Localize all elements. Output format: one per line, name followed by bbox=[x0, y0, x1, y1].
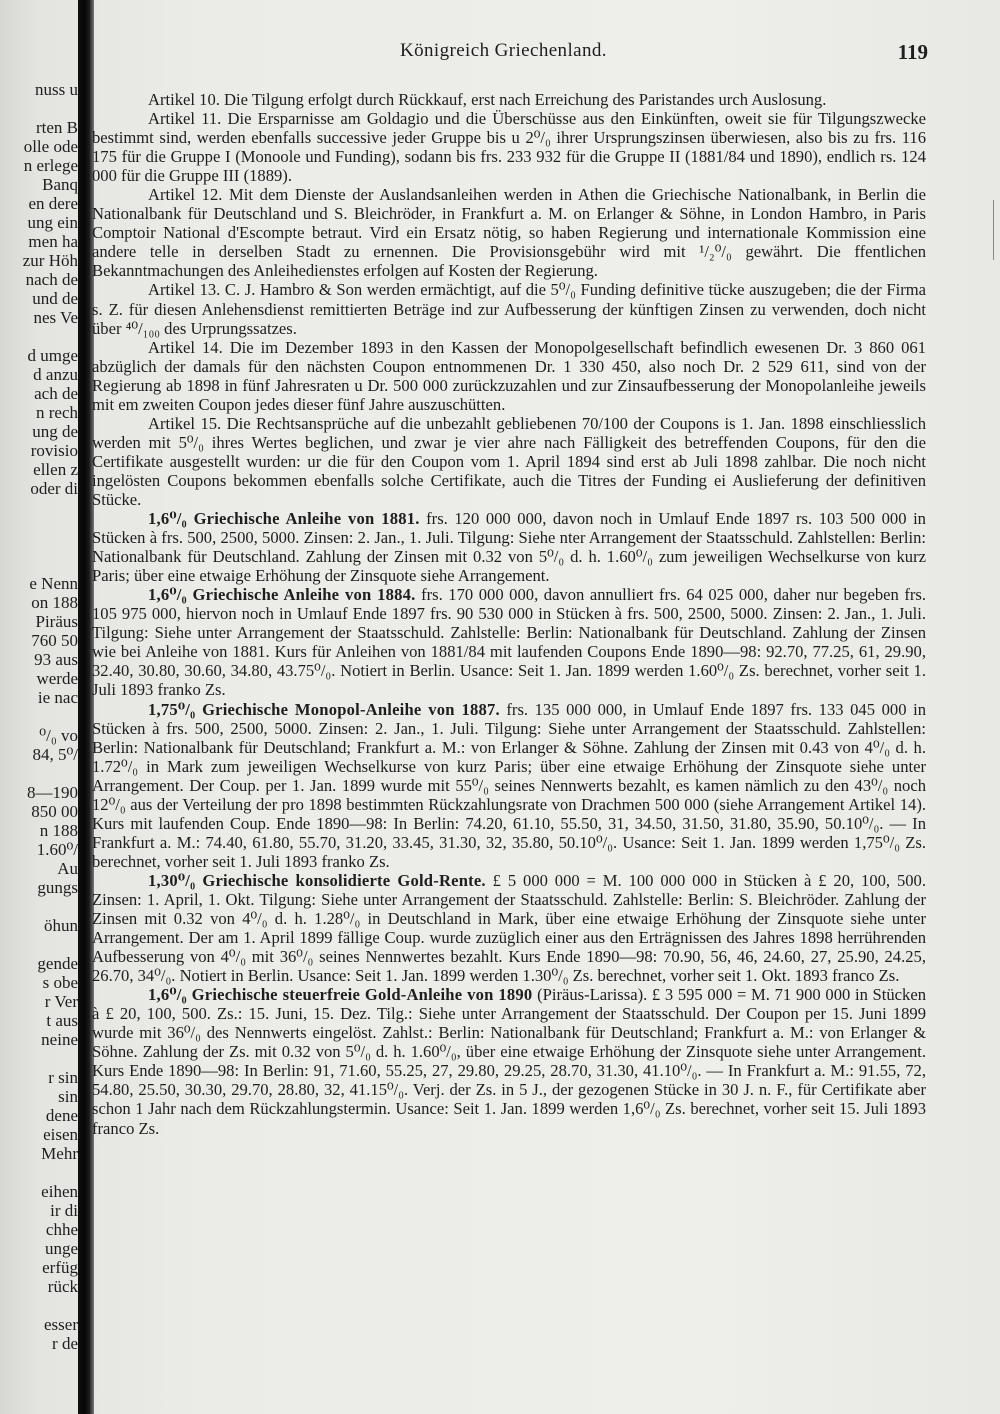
facing-page-text: e Nenn bbox=[29, 574, 78, 593]
paragraph-text: Artikel 14. Die im Dezember 1893 in den Kassen der Monopolgesellschaft befindlich ewesenen Dr. 3 860 061 abzüglich der damals für den nächsten Coupon entnommenen Dr. 1 330 450, also noch Dr. 2 529 611, sind von der Regierung ab 1898 in fünf Jahresraten u Dr. 500 000 zurückzuzahlen und zur Zinsaufbesserung der Monopolanleihe jeweils mit em zweiten Coupon jedes dieser fünf Jahre auszuschütten. bbox=[92, 337, 926, 414]
paragraph-text: Artikel 10. Die Tilgung erfolgt durch Rückkauf, erst nach Erreichung des Paristandes urch Auslosung. bbox=[148, 90, 827, 109]
facing-page-text: Banq bbox=[42, 175, 78, 194]
facing-page-text: ir di bbox=[50, 1201, 78, 1220]
bond-title: 1,75⁰/₀ Griechische Monopol-Anleihe von 1887. bbox=[148, 699, 500, 719]
facing-page-text: t aus bbox=[46, 1011, 78, 1030]
facing-page-text: eisen bbox=[43, 1125, 78, 1144]
facing-page-text: rück bbox=[47, 1277, 78, 1296]
facing-page-text: werde bbox=[36, 669, 78, 688]
paragraph bbox=[92, 585, 926, 699]
facing-page-text: n erlege bbox=[23, 156, 78, 175]
paragraph-text: Artikel 11. Die Ersparnisse am Goldagio und die Überschüsse aus den Einkünften, oweit sie für Tilgungszwecke bestimmt sind, werden ebenfalls successive jeder Gruppe bis u 2⁰/₀ ihrer Ursprungszinsen überwiesen, also bis zu frs. 116 175 für die Gruppe I (Monoole und Funding), sodann bis frs. 233 932 für die Gruppe II (1881/84 und 1890), endlich rs. 124 000 für die Gruppe III (1889). bbox=[92, 109, 926, 186]
paragraph-text: (Piräus-Larissa). £ 3 595 000 = M. 71 900 000 in Stücken à £ 20, 100, 500. Zs.: 15. Juni, 15. Dez. Tilg.: Siehe unter Arrangement der Staatsschuld. Der Coupon per 15. Juni 1899 wurde mit 36⁰/₀ des Nennwerts eingelöst. Zahlst.: Berlin: Nationalbank für Deutschland; Frankfurt a. M.: von Erlanger & Söhne. Zahlung der Zs. mit 0.32 von 5⁰/₀ d. h. 1.60⁰/₀, über eine etwaige Erhöhung der Zinsquote siehe unter Arrangement. Kurs Ende 1890—98: In Berlin: 91, 71.60, 55.25, 27, 29.80, 29.25, 28.70, 31.30, 41.10⁰/₀. — In Frankfurt a. M.: 91.55, 72, 54.80, 25.50, 30.30, 29.70, 28.80, 32, 41.15⁰/₀. Verj. der Zs. in 5 J., der gezogenen Stücke in 30 J. n. F., für Certifikate aber schon 1 Jahr nach dem Rückzahlungstermin. Usance: Seit 1. Jan. 1899 werden 1,6⁰/₀ Zs. berechnet, vorher seit 15. Juli 1893 franco Zs. bbox=[92, 985, 926, 1138]
paragraph bbox=[92, 90, 926, 109]
facing-page-text: sin bbox=[58, 1087, 78, 1106]
facing-page-text: 760 50 bbox=[31, 631, 78, 650]
paragraph-text: Artikel 15. Die Rechtsansprüche auf die unbezahlt gebliebenen 70/100 der Coupons is 1. Jan. 1898 einschliesslich werden mit 5⁰/₀ ihres Wertes beglichen, und zwar je vier ahre nach Fälligkeit des betreffenden Coupons, für den die Certifikate ausgestellt wurden: ur die für den Coupon vom 1. April 1894 sind erst ab Juli 1898 zahlbar. Die noch nicht ingelösten Coupons bekommen ebenfalls solche Certifikate, auch die Titres der Funding ei Auslieferung der definitiven Stücke. bbox=[92, 413, 926, 509]
facing-page-text: r de bbox=[52, 1334, 78, 1353]
facing-page-text: en dere bbox=[28, 194, 78, 213]
facing-page-text: Mehr bbox=[41, 1144, 78, 1163]
facing-page-text: olle ode bbox=[23, 137, 78, 156]
bond-title: 1,30⁰/₀ Griechische konsolidierte Gold-Rente. bbox=[148, 870, 486, 890]
facing-page-text: chhe bbox=[45, 1220, 78, 1239]
facing-page-text: Au bbox=[57, 859, 78, 878]
facing-page-text: n 188 bbox=[39, 821, 78, 840]
page-body bbox=[92, 90, 926, 1138]
facing-page-text: Piräus bbox=[35, 612, 78, 631]
bond-title: 1,6⁰/₀ Griechische steuerfreie Gold-Anleihe von 1890 bbox=[148, 985, 533, 1005]
facing-page-text: d anzu bbox=[33, 365, 78, 384]
paragraph-text: Artikel 13. C. J. Hambro & Son werden ermächtigt, auf die 5⁰/₀ Funding definitive tücke auszugeben; die der Firma s. Z. für diesen Anlehensdienst remittierten Beträge ind zur Aufbesserung der künftigen Zinsen zu verwenden, doch nicht über ⁴⁰/₁₀₀ des Urprungssatzes. bbox=[92, 280, 926, 338]
facing-page-text: nes Ve bbox=[33, 308, 78, 327]
facing-page-text: ung ein bbox=[27, 213, 78, 232]
facing-page-text: esser bbox=[44, 1315, 78, 1334]
facing-page-text: und de bbox=[32, 289, 78, 308]
facing-page-text: ⁰/₀ vo bbox=[39, 726, 78, 745]
paragraph bbox=[92, 338, 926, 414]
bond-title: 1,6⁰/₀ Griechische Anleihe von 1881. bbox=[148, 509, 420, 529]
facing-page-text: neine bbox=[41, 1030, 78, 1049]
bond-title: 1,6⁰/₀ Griechische Anleihe von 1884. bbox=[148, 585, 416, 605]
paragraph bbox=[92, 985, 926, 1137]
edge-mark bbox=[993, 200, 994, 260]
facing-page-fragment bbox=[0, 80, 78, 1380]
facing-page-text: zur Höh bbox=[22, 251, 78, 270]
facing-page-text: men ha bbox=[28, 232, 78, 251]
paragraph bbox=[92, 700, 926, 871]
facing-page-text: nach de bbox=[25, 270, 78, 289]
facing-page-text: n rech bbox=[35, 403, 78, 422]
paragraph-text: frs. 135 000 000, in Umlauf Ende 1897 frs. 133 045 000 in Stücken à frs. 500, 2500, 5000. Zinsen: 2. Jan., 1. Juli. Tilgung: Siehe unter Arrangement der Staatsschuld. Zahlstellen: Berlin: Nationalbank für Deutschland; Frankfurt a. M.: von Erlanger & Söhne. Zahlung der Zinsen mit 0.43 von 4⁰/₀ d. h. 1.72⁰/₀ in Mark zum jeweiligen Wechselkurse von kurz Paris; über eine etwaige Erhöhung der Zinsquote siehe unter Arrangement. Der Coup. per 1. Jan. 1899 wurde mit 55⁰/₀ seines Nennwerts bezahlt, es kamen nämlich zu den 43⁰/₀ noch 12⁰/₀ aus der Verteilung der pro 1898 bestimmten Rückzahlungsrate von Drachmen 500 000 (siehe Arrangement Artikel 14). Kurs mit laufenden Coup. Ende 1890—98: In Berlin: 74.20, 61.10, 55.50, 31, 34.50, 31.50, 31.80, 35.90, 50.10⁰/₀. — In Frankfurt a. M.: 74.40, 61.80, 55.70, 31.20, 33.45, 31.30, 32, 35.80, 50.10⁰/₀. Usance: Seit 1. Jan. 1899 werden 1,75⁰/₀ Zs. berechnet, vorher seit 1. Juli 1893 franko Zs. bbox=[92, 699, 926, 871]
facing-page-text: ellen z bbox=[33, 460, 78, 479]
facing-page-text: unge bbox=[44, 1239, 78, 1258]
facing-page-text: 8—190 bbox=[27, 783, 78, 802]
facing-page-text: ie nac bbox=[37, 688, 78, 707]
paragraph bbox=[92, 871, 926, 985]
facing-page-text: nuss u bbox=[35, 80, 78, 99]
paragraph-text: Artikel 12. Mit dem Dienste der Auslandsanleihen werden in Athen die Griechische Nationalbank, in Berlin die Nationalbank für Deutschland und S. Bleichröder, in Frankfurt a. M. on Erlanger & Söhne, in London Hambro, in Paris Comptoir National d'Escompte betraut. Vird ein Ersatz nötig, so haben Regierung und internationale Kommission eine andere telle in derselben Stadt zu ernennen. Die Provisionsgebühr wird mit ¹/₂⁰/₀ gewährt. Die ffentlichen Bekanntmachungen des Anleihedienstes erfolgen auf Kosten der Regierung. bbox=[92, 185, 926, 281]
facing-page-text: r sin bbox=[48, 1068, 78, 1087]
facing-page-text: r Ver bbox=[44, 992, 78, 1011]
facing-page-text: oder di bbox=[30, 479, 78, 498]
facing-page-text: öhun bbox=[44, 916, 78, 935]
facing-page-text: ach de bbox=[34, 384, 78, 403]
facing-page-text: eihen bbox=[41, 1182, 78, 1201]
facing-page-text: gende bbox=[37, 954, 78, 973]
facing-page-text: ung de bbox=[32, 422, 78, 441]
paragraph-text: frs. 170 000 000, davon annulliert frs. 64 025 000, daher nur begeben frs. 105 975 000, hiervon noch in Umlauf Ende 1897 frs. 90 530 000 in Stücken à frs. 500, 2500, 5000. Zinsen: 2. Jan., 1. Juli. Tilgung: Siehe unter Arrangement der Staatsschuld. Zahlstelle: Berlin: Nationalbank für Deutschland. Zahlung der Zinsen wie bei Anleihe von 1881. Kurs für Anleihen von 1881/84 mit laufenden Coupons Ende 1890—98: 92.70, 77.25, 61, 29.90, 32.40, 30.80, 30.60, 34.80, 43.75⁰/₀. Notiert in Berlin. Usance: Seit 1. Jan. 1899 werden 1.60⁰/₀ Zs. berechnet, vorher seit 1. Juli 1893 franko Zs. bbox=[92, 585, 926, 700]
page-number: 119 bbox=[897, 40, 928, 64]
facing-page-text: rten B bbox=[35, 118, 78, 137]
paragraph bbox=[92, 185, 926, 280]
facing-page-text: rovisio bbox=[30, 441, 78, 460]
facing-page-text: 1.60⁰/ bbox=[36, 840, 78, 859]
running-header: Königreich Griechenland. bbox=[400, 40, 607, 61]
paragraph bbox=[92, 414, 926, 509]
facing-page-text: 850 00 bbox=[31, 802, 78, 821]
facing-page-text: d umge bbox=[27, 346, 78, 365]
facing-page-text: dene bbox=[45, 1106, 78, 1125]
facing-page-text: on 188 bbox=[31, 593, 78, 612]
paragraph bbox=[92, 280, 926, 337]
paragraph bbox=[92, 109, 926, 185]
paragraph bbox=[92, 509, 926, 585]
facing-page-text: gungs bbox=[37, 878, 78, 897]
facing-page-text: s obe bbox=[42, 973, 78, 992]
paragraph-text: £ 5 000 000 = M. 100 000 000 in Stücken à £ 20, 100, 500. Zinsen: 1. April, 1. Okt. Tilgung: Siehe unter Arrangement der Staatsschuld. Zahlstelle: Berlin: S. Bleichröder. Zahlung der Zinsen mit 0.32 von 4⁰/₀ d. h. 1.28⁰/₀ in Deutschland in Mark, über eine etwaige Erhöhung der Zinsquote siehe unter Arrangement. Der am 1. April 1899 fällige Coup. wurde zuzüglich einer aus den Erträgnissen des Jahres 1898 herrührenden Aufbesserung von 4⁰/₀ mit 36⁰/₀ seines Nennwertes bezahlt. Kurs Ende 1890—98: 70.90, 56, 46, 24.60, 27, 25.90, 24.25, 26.70, 34⁰/₀. Notiert in Berlin. Usance: Seit 1. Jan. 1899 werden 1.30⁰/₀ Zs. berechnet, vorher seit 1. Okt. 1893 franco Zs. bbox=[92, 870, 926, 986]
facing-page-text: erfüg bbox=[42, 1258, 78, 1277]
facing-page-text: 84, 5⁰/ bbox=[32, 745, 78, 764]
facing-page-text: 93 aus bbox=[34, 650, 78, 669]
paragraph-text: frs. 120 000 000, davon noch in Umlauf Ende 1897 rs. 103 500 000 in Stücken à frs. 500, 2500, 5000. Zinsen: 2. Jan., 1. Juli. Tilgung: Siehe nter Arrangement der Staatsschuld. Zahlstellen: Berlin: Nationalbank für Deutschland. Zahlung der Zinsen mit 0.32 von 5⁰/₀ d. h. 1.60⁰/₀ zum jeweiligen Wechselkurse von kurz Paris; über eine etwaige Erhöhung der Zinsquote siehe Arrangement. bbox=[92, 509, 926, 586]
